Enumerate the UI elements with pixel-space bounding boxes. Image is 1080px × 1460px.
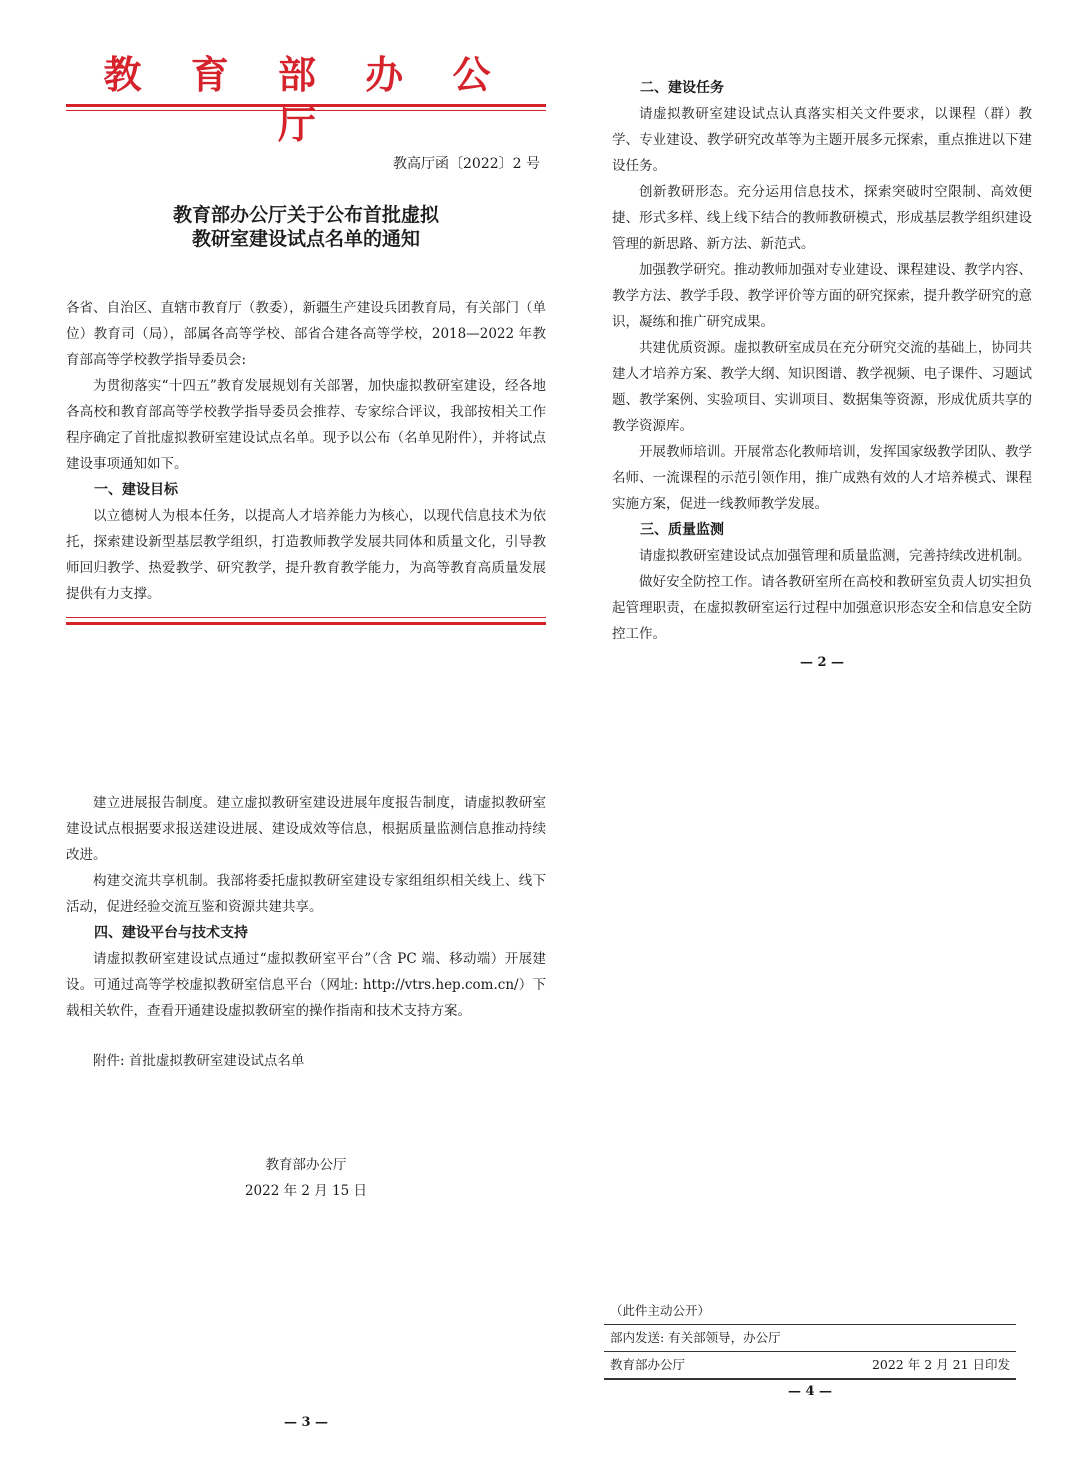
intro-paragraph: 为贯彻落实“十四五”教育发展规划有关部署，加快虚拟教研室建设，经各地各高校和教育部高等学校教学指导委员会推荐、专家综合评议，我部按相关工作程序确定了首批虚拟教研室建设试点名单。现予以公布（名单见附件），并将试点建设事项通知如下。 [66,378,546,472]
imprint-rule-bottom [604,1378,1016,1380]
exchange-mechanism-paragraph: 构建交流共享机制。我部将委托虚拟教研室建设专家组组织相关线上、线下活动，促进经验交流互鉴和资源共建共享。 [66,873,546,915]
footer-red-rule-thin [66,617,546,618]
distribution-list: 部内发送: 有关部领导，办公厅 [610,1330,781,1345]
task-innovate-paragraph: 创新教研形态。充分运用信息技术，探索突破时空限制、高效便捷、形式多样、线上线下结合的教师教研模式，形成基层教学组织建设管理的新思路、新方法、新范式。 [612,184,1032,252]
page-number: — 2 — [799,655,845,670]
page-number: — 4 — [787,1384,833,1399]
issuer: 教育部办公厅 [610,1357,686,1372]
document-title-line-1: 教育部办公厅关于公布首批虚拟 [172,204,439,226]
report-system-paragraph: 建立进展报告制度。建立虚拟教研室建设进展年度报告制度，请虚拟教研室建设试点根据要求报送建设进展、建设成效等信息，根据质量监测信息推动持续改进。 [66,795,546,863]
issue-date: 2022 年 2 月 21 日印发 [871,1357,1010,1372]
masthead-title: 教 育 部 办 公 厅 [103,52,509,147]
section-3-heading: 三、质量监测 [640,522,724,538]
signature-date: 2022 年 2 月 15 日 [244,1183,368,1199]
attachment-note: 附件: 首批虚拟教研室建设试点名单 [93,1053,305,1069]
signature-organization: 教育部办公厅 [265,1157,347,1173]
document-title-line-2: 教研室建设试点名单的通知 [191,228,420,250]
document-number: 教高厅函〔2022〕2 号 [393,156,540,172]
document-page-4 [604,1298,1016,1398]
distribution-row [604,1325,1016,1351]
public-note: （此件主动公开） [610,1303,711,1318]
section-3-intro: 请虚拟教研室建设试点加强管理和质量监测，完善持续改进机制。 [639,548,1031,564]
task-research-paragraph: 加强教学研究。推动教师加强对专业建设、课程建设、教学内容、教学方法、教学手段、教学评价等方面的研究探索，提升教学研究的意识，凝练和推广研究成果。 [612,262,1032,330]
public-note-row [604,1298,1016,1324]
document-page-3 [66,790,546,1430]
signature-block [66,1152,546,1204]
section-4-paragraph: 请虚拟教研室建设试点通过“虚拟教研室平台”（含 PC 端、移动端）开展建设。可通过高等学校虚拟教研室信息平台（网址: http://vtrs.hep.com.cn/）下载相关软件，查看开通建设虚拟教研室的操作指南和技术支持方案。 [66,951,546,1019]
addressee-paragraph: 各省、自治区、直辖市教育厅（教委），新疆生产建设兵团教育局，有关部门（单位）教育司（局），部属各高等学校、部省合建各高等学校，2018—2022 年教育部高等学校教学指导委员会: [66,300,546,368]
imprint-block [604,1298,1016,1380]
task-training-paragraph: 开展教师培训。开展常态化教师培训，发挥国家级教学团队、教学名师、一流课程的示范引领作用，推广成熟有效的人才培养模式、课程实施方案，促进一线教师教学发展。 [612,444,1032,512]
section-1-heading: 一、建设目标 [94,482,178,498]
issuer-row [604,1352,1016,1378]
document-page-2 [612,75,1032,695]
page-number: — 3 — [283,1415,329,1430]
section-1-paragraph: 以立德树人为根本任务，以提高人才培养能力为核心，以现代信息技术为依托，探索建设新型基层教学组织，打造教师教学发展共同体和质量文化，引导教师回归教学、热爱教学、研究教学，提升教育教学能力，为高等教育高质量发展提供有力支撑。 [66,508,546,602]
section-4-heading: 四、建设平台与技术支持 [94,925,248,941]
task-resources-paragraph: 共建优质资源。虚拟教研室成员在充分研究交流的基础上，协同共建人才培养方案、教学大纲、知识图谱、教学视频、电子课件、习题试题、教学案例、实验项目、实训项目、数据集等资源，形成优质共享的教学资源库。 [612,340,1032,434]
section-2-intro: 请虚拟教研室建设试点认真落实相关文件要求，以课程（群）教学、专业建设、教学研究改革等为主题开展多元探索，重点推进以下建设任务。 [612,106,1032,174]
section-2-heading: 二、建设任务 [640,80,724,96]
document-page-1 [66,50,546,730]
safety-paragraph: 做好安全防控工作。请各教研室所在高校和教研室负责人切实担负起管理职责，在虚拟教研室运行过程中加强意识形态安全和信息安全防控工作。 [612,574,1032,642]
document-title [66,203,546,251]
footer-red-rule [66,622,546,625]
